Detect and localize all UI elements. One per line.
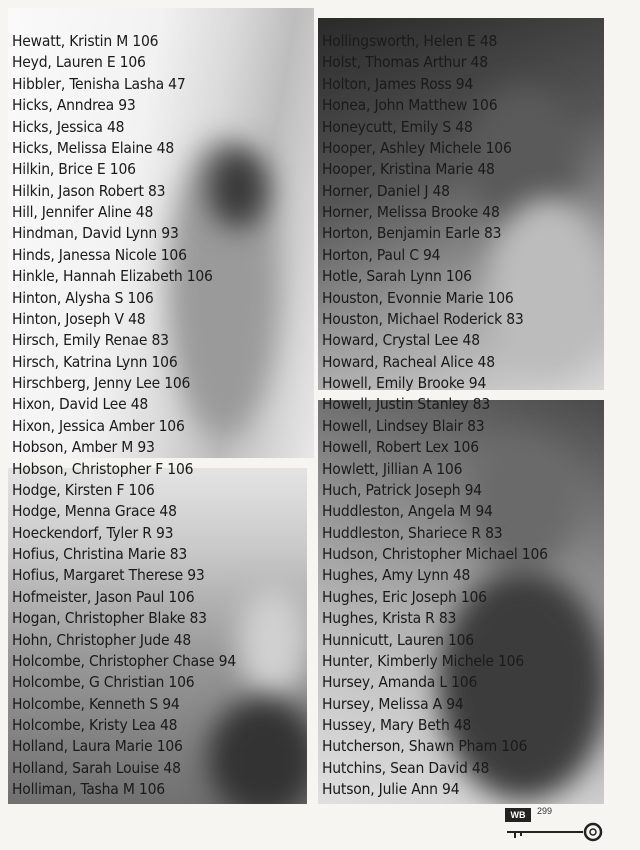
key-icon: [505, 822, 605, 842]
index-entry: Holton, James Ross 94: [322, 74, 474, 93]
index-entry: Hilkin, Brice E 106: [12, 160, 136, 179]
index-entry: Hunter, Kimberly Michele 106: [322, 651, 525, 670]
page-number: 299: [537, 806, 553, 816]
index-entry: Hogan, Christopher Blake 83: [12, 609, 207, 628]
index-entry: Hixon, Jessica Amber 106: [12, 416, 185, 435]
index-entry: Holcombe, Kristy Lea 48: [12, 716, 178, 734]
index-entry: Howell, Robert Lex 106: [322, 438, 479, 457]
index-entry: Honea, John Matthew 106: [322, 96, 498, 115]
index-entry: Hodge, Kirsten F 106: [12, 480, 155, 499]
index-entry: Hinton, Alysha S 106: [12, 288, 154, 307]
index-entry: Hofmeister, Jason Paul 106: [12, 587, 195, 606]
index-entry: Hodge, Menna Grace 48: [12, 502, 177, 521]
index-entry: Hixon, David Lee 48: [12, 395, 149, 414]
index-entry: Horner, Daniel J 48: [322, 181, 450, 200]
index-entry: Horton, Paul C 94: [322, 245, 441, 264]
index-entry: Houston, Michael Roderick 83: [322, 309, 524, 328]
index-entry: Hirsch, Emily Renae 83: [12, 331, 169, 350]
index-entry: Heyd, Lauren E 106: [12, 53, 146, 72]
index-entry: Howell, Lindsey Blair 83: [322, 416, 485, 435]
page-footer: [505, 806, 605, 832]
index-entry: Holliman, Tasha M 106: [12, 780, 165, 799]
index-entry: Hobson, Amber M 93: [12, 438, 155, 457]
index-entry: Hursey, Amanda L 106: [322, 673, 478, 692]
index-entry: Hill, Jennifer Aline 48: [12, 203, 154, 221]
index-entry: Hindman, David Lynn 93: [12, 224, 179, 243]
index-entry: Holst, Thomas Arthur 48: [322, 53, 488, 72]
index-entry: Holcombe, Christopher Chase 94: [12, 651, 236, 670]
index-entry: Huddleston, Shariece R 83: [322, 523, 503, 542]
index-entry: Honeycutt, Emily S 48: [322, 117, 473, 136]
index-column-right: [322, 31, 548, 801]
index-entry: Hotle, Sarah Lynn 106: [322, 267, 472, 286]
index-entry: Hewatt, Kristin M 106: [12, 32, 159, 50]
index-entry: Hohn, Christopher Jude 48: [12, 630, 191, 649]
index-entry: Hutson, Julie Ann 94: [322, 780, 460, 799]
index-entry: Howlett, Jillian A 106: [322, 459, 463, 478]
index-column-left: [12, 31, 236, 801]
index-entry: Hirsch, Katrina Lynn 106: [12, 352, 178, 371]
index-entry: Howell, Justin Stanley 83: [322, 395, 491, 414]
index-entry: Hinds, Janessa Nicole 106: [12, 245, 187, 264]
index-entry: Horton, Benjamin Earle 83: [322, 224, 502, 243]
index-entry: Hussey, Mary Beth 48: [322, 716, 472, 734]
index-entry: Hursey, Melissa A 94: [322, 694, 464, 713]
index-entry: Hicks, Anndrea 93: [12, 96, 136, 115]
index-entry: Hofius, Margaret Therese 93: [12, 566, 205, 585]
index-entry: Hirschberg, Jenny Lee 106: [12, 374, 191, 392]
index-entry: Holcombe, Kenneth S 94: [12, 694, 180, 713]
index-entry: Hughes, Eric Joseph 106: [322, 587, 487, 606]
index-entry: Hofius, Christina Marie 83: [12, 545, 188, 563]
index-entry: Holland, Sarah Louise 48: [12, 758, 181, 777]
index-entry: Holcombe, G Christian 106: [12, 673, 195, 692]
index-entry: Hughes, Amy Lynn 48: [322, 566, 471, 585]
index-entry: Hunnicutt, Lauren 106: [322, 630, 474, 649]
yearbook-logo: WB: [505, 808, 531, 822]
index-entry: Houston, Evonnie Marie 106: [322, 288, 514, 307]
index-entry: Hughes, Krista R 83: [322, 609, 457, 628]
index-entry: Hibbler, Tenisha Lasha 47: [12, 74, 186, 93]
index-entry: Hobson, Christopher F 106: [12, 459, 194, 478]
index-entry: Hollingsworth, Helen E 48: [322, 32, 498, 50]
index-entry: Howell, Emily Brooke 94: [322, 374, 487, 392]
index-entry: Hicks, Melissa Elaine 48: [12, 138, 174, 157]
index-entry: Hudson, Christopher Michael 106: [322, 545, 548, 563]
index-entry: Hooper, Kristina Marie 48: [322, 160, 495, 179]
index-entry: Holland, Laura Marie 106: [12, 737, 183, 756]
index-entry: Howard, Racheal Alice 48: [322, 352, 495, 371]
index-entry: Howard, Crystal Lee 48: [322, 331, 480, 350]
index-entry: Huch, Patrick Joseph 94: [322, 480, 482, 499]
index-entry: Horner, Melissa Brooke 48: [322, 203, 500, 221]
index-entry: Hutcherson, Shawn Pham 106: [322, 737, 528, 756]
index-entry: Hooper, Ashley Michele 106: [322, 138, 512, 157]
index-entry: Hinton, Joseph V 48: [12, 309, 146, 328]
index-entry: Hutchins, Sean David 48: [322, 758, 490, 777]
index-entry: Hinkle, Hannah Elizabeth 106: [12, 267, 213, 286]
index-entry: Huddleston, Angela M 94: [322, 502, 493, 521]
index-entry: Hoeckendorf, Tyler R 93: [12, 523, 174, 542]
index-entry: Hilkin, Jason Robert 83: [12, 181, 166, 200]
index-entry: Hicks, Jessica 48: [12, 117, 125, 136]
